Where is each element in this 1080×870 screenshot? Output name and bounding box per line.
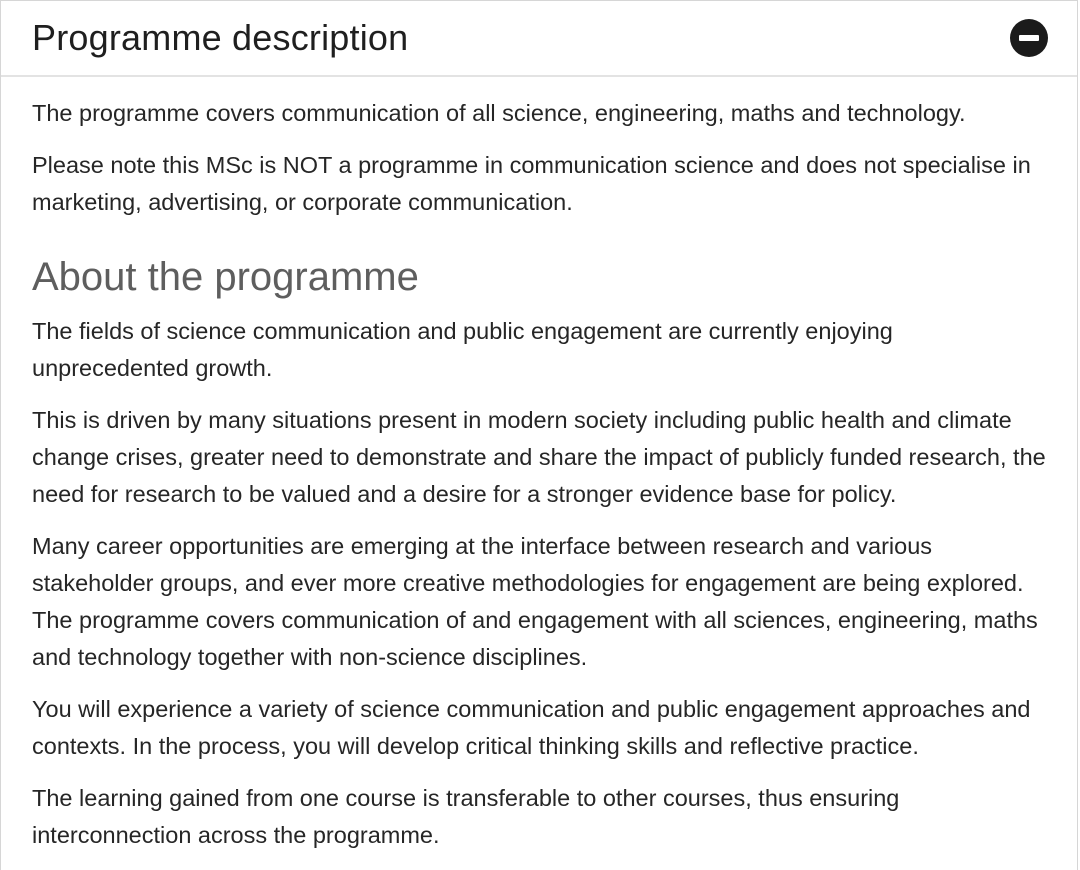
- accordion-content: [1, 77, 1077, 854]
- accordion-title: Programme description: [32, 17, 409, 58]
- about-paragraph-5: The learning gained from one course is transferable to other courses, thus ensuring interconnection across the programme.: [32, 785, 900, 848]
- about-paragraph-3: Many career opportunities are emerging at the interface between research and various stakeholder groups, and ever more creative methodologies for engagement are being explored. The programme covers communication of and engagement with all sciences, engineering, maths and technology together with non-science disciplines.: [32, 533, 1038, 670]
- about-paragraph-2: This is driven by many situations present in modern society including public health and climate change crises, greater need to demonstrate and share the impact of publicly funded research, the need for research to be valued and a desire for a stronger evidence base for policy.: [32, 407, 1046, 507]
- intro-paragraph-1: The programme covers communication of all science, engineering, maths and technology.: [32, 100, 966, 126]
- intro-paragraph-2: Please note this MSc is NOT a programme in communication science and does not specialise in marketing, advertising, or corporate communication.: [32, 152, 1031, 215]
- minus-circle-icon[interactable]: [1010, 19, 1048, 57]
- about-paragraph-4: You will experience a variety of science communication and public engagement approaches and contexts. In the process, you will develop critical thinking skills and reflective practice.: [32, 696, 1031, 759]
- accordion-header[interactable]: [1, 1, 1077, 77]
- minus-bar: [1019, 35, 1039, 41]
- about-paragraph-1: The fields of science communication and public engagement are currently enjoying unprecedented growth.: [32, 318, 893, 381]
- about-heading: About the programme: [32, 255, 419, 299]
